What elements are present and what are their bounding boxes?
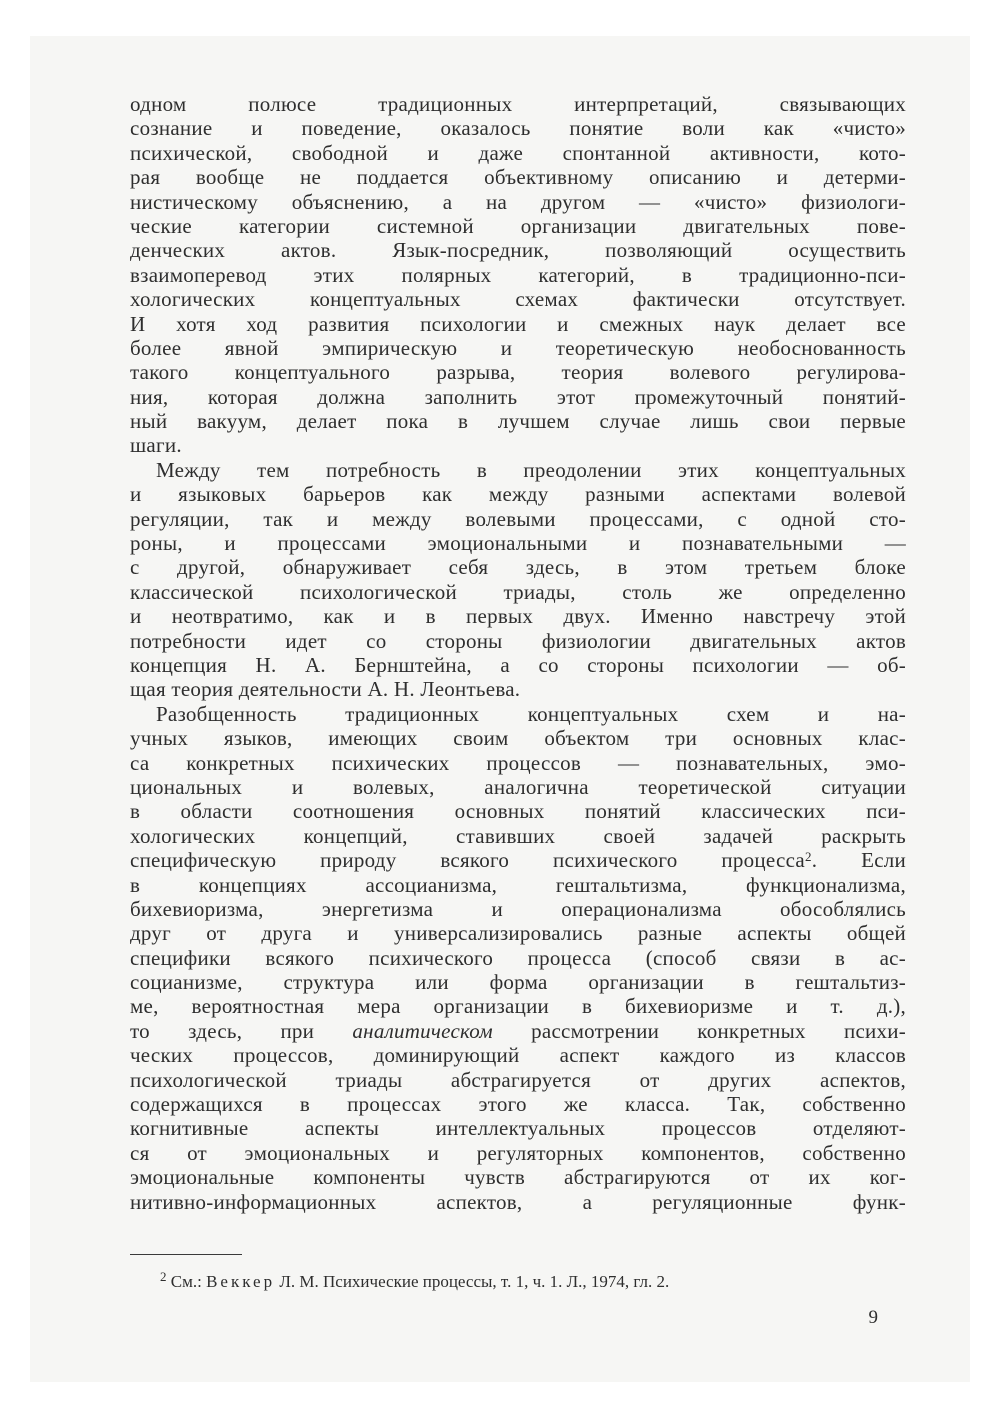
text-line: взаимоперевод этих полярных категорий, в традиционно-пси- — [130, 262, 906, 287]
text-line: регуляции, так и между волевыми процессами, с одной сто- — [130, 506, 906, 531]
text-line: учных языков, имеющих своим объектом три основных клас- — [130, 726, 906, 751]
text-segment: то здесь, при — [130, 1018, 353, 1043]
text-line: психологической триады абстрагируется от других аспектов, — [130, 1067, 906, 1092]
text-line: са конкретных психических процессов — познавательных, эмо- — [130, 750, 906, 775]
page-number: 9 — [868, 1307, 878, 1328]
text-line: в области соотношения основных понятий классических пси- — [130, 799, 906, 824]
text-line: ся от эмоциональных и регуляторных компонентов, собственно — [130, 1140, 906, 1165]
footnote-citation: Л. М. Психические процессы, т. 1, ч. 1. Л., 1974, гл. 2. — [279, 1272, 670, 1291]
book-page — [30, 36, 970, 1382]
text-line: Между тем потребность в преодолении этих концептуальных — [156, 457, 906, 482]
text-line: ный вакуум, делает пока в лучшем случае лишь свои первые — [130, 409, 906, 434]
body-text — [130, 92, 906, 1214]
text-line: такого концептуального разрыва, теория волевого регулирова- — [130, 360, 906, 385]
text-line: хологических концепций, ставивших своей задачей раскрыть — [130, 823, 906, 848]
text-line: классической психологической триады, столь же определенно — [130, 579, 906, 604]
text-segment: . Если — [811, 848, 906, 873]
text-line: более явной эмпирическую и теоретическую необоснованность — [130, 335, 906, 360]
footnote-prefix: См.: — [170, 1272, 202, 1291]
text-line: роны, и процессами эмоциональными и познавательными — — [130, 531, 906, 556]
text-line: денческих актов. Язык-посредник, позволяющий осуществить — [130, 238, 906, 263]
text-segment: рассмотрении конкретных психи- — [492, 1018, 906, 1043]
text-line: ния, которая должна заполнить этот промежуточный понятий- — [130, 384, 906, 409]
text-line: и языковых барьеров как между разными аспектами волевой — [130, 482, 906, 507]
text-line: щая теория деятельности А. Н. Леонтьева. — [130, 677, 521, 702]
footnote-reference: 2 — [804, 849, 812, 865]
footnote — [160, 1271, 876, 1293]
text-line: концепция Н. А. Бернштейна, а со стороны психологии — об- — [130, 652, 906, 677]
text-line: нитивно-информационных аспектов, а регуляционные функ- — [130, 1189, 906, 1214]
text-line: друг от друга и универсализировались разные аспекты общей — [130, 921, 906, 946]
text-line: содержащихся в процессах этого же класса. Так, собственно — [130, 1092, 906, 1117]
text-line: специфики всякого психического процесса (способ связи в ас- — [130, 945, 906, 970]
text-line: в концепциях ассоцианизма, гештальтизма, функционализма, — [130, 872, 906, 897]
italic-term: аналитическом — [352, 1018, 493, 1043]
text-line: циональных и волевых, аналогична теоретической ситуации — [130, 774, 906, 799]
text-line: эмоциональные компоненты чувств абстрагируются от их ког- — [130, 1165, 906, 1190]
text-line: и неотвратимо, как и в первых двух. Именно навстречу этой — [130, 604, 906, 629]
text-segment: специфическую природу всякого психического процесса — [130, 848, 805, 873]
paragraph-3 — [130, 702, 906, 1214]
text-line: Разобщенность традиционных концептуальных схем и на- — [156, 701, 906, 726]
paragraph-1 — [130, 92, 906, 458]
text-line-with-italic — [130, 1019, 906, 1043]
footnote-marker: 2 — [160, 1269, 167, 1284]
text-line: сознание и поведение, оказалось понятие воли как «чисто» — [130, 116, 906, 141]
text-line: психической, свободной и даже спонтанной активности, кото- — [130, 140, 906, 165]
text-line: ме, вероятностная мера организации в бихевиоризме и т. д.), — [130, 994, 906, 1019]
text-line: шаги. — [130, 433, 182, 458]
paragraph-2 — [130, 458, 906, 702]
text-line: И хотя ход развития психологии и смежных наук делает все — [130, 311, 906, 336]
footnote-divider — [130, 1254, 242, 1255]
text-line: ческих процессов, доминирующий аспект каждого из классов — [130, 1043, 906, 1068]
text-line: потребности идет со стороны физиологии двигательных актов — [130, 628, 906, 653]
text-line: когнитивные аспекты интеллектуальных процессов отделяют- — [130, 1116, 906, 1141]
text-line: одном полюсе традиционных интерпретаций, связывающих — [130, 92, 906, 116]
text-line: социанизме, структура или форма организации в гештальтиз- — [130, 970, 906, 995]
text-line: с другой, обнаруживает себя здесь, в этом третьем блоке — [130, 555, 906, 580]
text-line: ческие категории системной организации двигательных пове- — [130, 213, 906, 238]
text-line: нистическому объяснению, а на другом — «чисто» физиологи- — [130, 189, 906, 214]
text-line: рая вообще не поддается объективному описанию и детерми- — [130, 165, 906, 190]
text-line-with-footnote-ref — [130, 848, 906, 872]
text-line: бихевиоризма, энергетизма и операционализма обособлялись — [130, 896, 906, 921]
text-line: хологических концептуальных схемах фактически отсутствует. — [130, 287, 906, 312]
footnote-author: Веккер — [206, 1272, 276, 1291]
